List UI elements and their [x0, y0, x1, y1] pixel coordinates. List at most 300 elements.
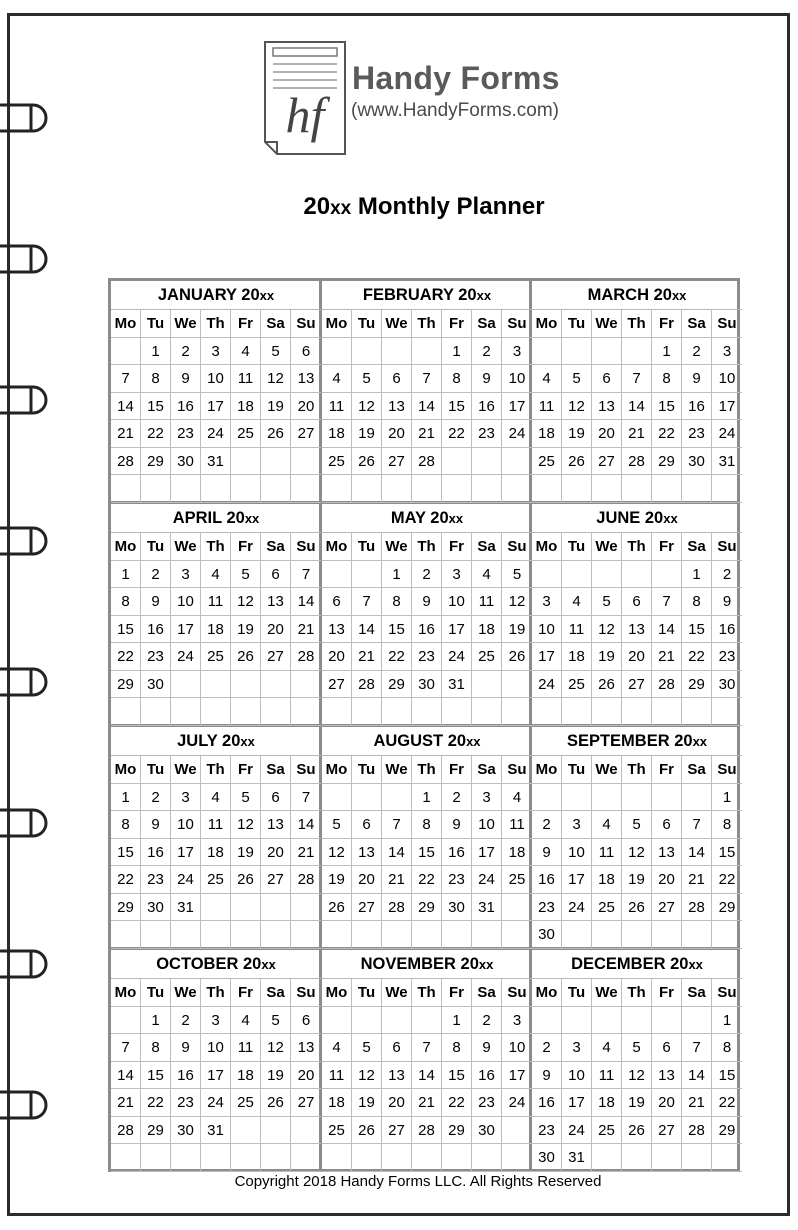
day-cell: 9 [532, 839, 562, 867]
day-cell [682, 784, 712, 812]
day-cell: 10 [562, 1062, 592, 1090]
day-cell [291, 1117, 321, 1145]
day-cell: 23 [472, 420, 502, 448]
day-cell [712, 475, 742, 503]
month-year-suffix: xx [259, 288, 275, 303]
day-cell [111, 921, 141, 949]
day-cell [472, 448, 502, 476]
day-cell: 31 [472, 894, 502, 922]
day-cell [231, 1144, 261, 1172]
weekday-header: Mo [111, 979, 141, 1007]
day-cell: 10 [201, 1034, 231, 1062]
month-name: JUNE 20 [596, 509, 664, 527]
day-cell: 14 [291, 588, 321, 616]
weekday-header: Fr [442, 533, 472, 561]
day-cell [352, 475, 382, 503]
day-cell: 19 [231, 616, 261, 644]
day-cell: 20 [291, 393, 321, 421]
day-cell: 26 [592, 671, 622, 699]
day-cell: 13 [382, 393, 412, 421]
weekday-header: Sa [682, 533, 712, 561]
day-cell: 21 [652, 643, 682, 671]
day-cell [322, 921, 352, 949]
day-cell [562, 1007, 592, 1035]
weekday-header: Su [712, 310, 742, 338]
day-cell: 1 [111, 784, 141, 812]
day-cell [171, 1144, 201, 1172]
day-cell: 28 [652, 671, 682, 699]
day-cell: 15 [141, 393, 171, 421]
day-cell: 10 [442, 588, 472, 616]
day-cell: 30 [682, 448, 712, 476]
day-cell: 20 [382, 1089, 412, 1117]
day-cell: 11 [231, 365, 261, 393]
weekday-header: Mo [322, 310, 352, 338]
day-cell: 27 [592, 448, 622, 476]
day-cell [502, 894, 532, 922]
weekday-header: Mo [111, 533, 141, 561]
day-cell: 24 [171, 866, 201, 894]
weekday-header: Sa [261, 979, 291, 1007]
day-cell: 17 [201, 1062, 231, 1090]
day-cell: 18 [201, 839, 231, 867]
day-cell: 23 [171, 420, 201, 448]
weekday-header: Tu [352, 533, 382, 561]
month-year-suffix: xx [692, 734, 708, 749]
day-cell: 31 [201, 448, 231, 476]
day-cell: 23 [442, 866, 472, 894]
day-cell [352, 1007, 382, 1035]
day-cell: 13 [291, 365, 321, 393]
day-cell: 9 [712, 588, 742, 616]
month-name: SEPTEMBER 20 [566, 732, 693, 750]
day-cell: 25 [231, 420, 261, 448]
day-cell: 13 [261, 588, 291, 616]
day-cell: 23 [171, 1089, 201, 1117]
day-cell: 4 [231, 338, 261, 366]
month-name: APRIL 20 [172, 509, 245, 527]
day-cell: 22 [111, 866, 141, 894]
month-name: NOVEMBER 20 [360, 955, 479, 973]
day-cell: 17 [171, 616, 201, 644]
day-cell: 10 [502, 365, 532, 393]
day-cell [291, 894, 321, 922]
day-cell: 4 [502, 784, 532, 812]
month-day-grid [322, 756, 532, 949]
day-cell: 10 [201, 365, 231, 393]
weekday-header: We [382, 979, 412, 1007]
day-cell: 16 [472, 393, 502, 421]
day-cell: 5 [622, 1034, 652, 1062]
day-cell: 24 [201, 420, 231, 448]
day-cell: 20 [261, 616, 291, 644]
day-cell: 12 [352, 1062, 382, 1090]
day-cell: 21 [682, 866, 712, 894]
day-cell: 14 [412, 1062, 442, 1090]
day-cell: 26 [231, 643, 261, 671]
day-cell [231, 921, 261, 949]
day-cell: 10 [171, 811, 201, 839]
day-cell: 3 [502, 1007, 532, 1035]
day-cell: 27 [261, 643, 291, 671]
day-cell [261, 894, 291, 922]
day-cell [682, 475, 712, 503]
weekday-header: We [592, 533, 622, 561]
day-cell: 22 [412, 866, 442, 894]
day-cell [622, 1144, 652, 1172]
day-cell: 13 [652, 839, 682, 867]
day-cell: 5 [261, 338, 291, 366]
month-year-suffix: xx [240, 734, 255, 749]
day-cell: 5 [622, 811, 652, 839]
day-cell: 12 [622, 1062, 652, 1090]
weekday-header: We [592, 310, 622, 338]
day-cell [261, 698, 291, 726]
day-cell: 15 [652, 393, 682, 421]
month-block [111, 727, 321, 950]
day-cell: 18 [322, 1089, 352, 1117]
handy-forms-logo-icon [263, 40, 347, 156]
day-cell: 9 [141, 588, 171, 616]
day-cell: 17 [201, 393, 231, 421]
day-cell: 17 [562, 1089, 592, 1117]
day-cell: 25 [592, 1117, 622, 1145]
day-cell: 10 [502, 1034, 532, 1062]
month-day-grid [322, 533, 532, 726]
day-cell [412, 338, 442, 366]
weekday-header: Sa [261, 756, 291, 784]
day-cell: 19 [261, 393, 291, 421]
day-cell: 18 [231, 393, 261, 421]
day-cell: 14 [111, 1062, 141, 1090]
day-cell: 25 [472, 643, 502, 671]
weekday-header: We [592, 756, 622, 784]
month-block [322, 950, 532, 1173]
day-cell: 24 [532, 671, 562, 699]
month-name: OCTOBER 20 [156, 955, 262, 973]
day-cell: 15 [712, 839, 742, 867]
day-cell: 2 [442, 784, 472, 812]
day-cell: 16 [712, 616, 742, 644]
day-cell [111, 1144, 141, 1172]
day-cell [322, 1144, 352, 1172]
day-cell: 9 [171, 1034, 201, 1062]
binder-ring-icon [0, 96, 55, 140]
day-cell: 18 [201, 616, 231, 644]
day-cell: 3 [472, 784, 502, 812]
day-cell: 3 [502, 338, 532, 366]
day-cell [592, 921, 622, 949]
day-cell: 26 [622, 894, 652, 922]
weekday-header: We [382, 756, 412, 784]
day-cell: 5 [592, 588, 622, 616]
day-cell: 27 [352, 894, 382, 922]
day-cell: 8 [442, 1034, 472, 1062]
month-title [111, 727, 321, 756]
day-cell: 23 [712, 643, 742, 671]
day-cell: 19 [231, 839, 261, 867]
weekday-header: Tu [141, 310, 171, 338]
month-name: MARCH 20 [587, 286, 672, 304]
day-cell: 3 [201, 1007, 231, 1035]
day-cell: 24 [562, 894, 592, 922]
day-cell [502, 1117, 532, 1145]
day-cell: 15 [141, 1062, 171, 1090]
day-cell: 26 [352, 448, 382, 476]
day-cell [382, 921, 412, 949]
day-cell: 5 [231, 784, 261, 812]
day-cell [652, 921, 682, 949]
weekday-header: Mo [532, 533, 562, 561]
day-cell: 8 [412, 811, 442, 839]
day-cell: 28 [382, 894, 412, 922]
day-cell: 24 [472, 866, 502, 894]
day-cell [201, 671, 231, 699]
day-cell [652, 1144, 682, 1172]
day-cell: 8 [712, 811, 742, 839]
day-cell: 23 [532, 894, 562, 922]
month-title [111, 950, 321, 979]
day-cell: 26 [261, 1089, 291, 1117]
day-cell: 18 [231, 1062, 261, 1090]
day-cell [171, 698, 201, 726]
day-cell: 3 [171, 561, 201, 589]
day-cell: 22 [111, 643, 141, 671]
day-cell: 6 [652, 1034, 682, 1062]
day-cell [322, 338, 352, 366]
day-cell: 27 [622, 671, 652, 699]
weekday-header: Fr [442, 310, 472, 338]
weekday-header: Tu [352, 756, 382, 784]
day-cell: 6 [382, 365, 412, 393]
day-cell: 20 [592, 420, 622, 448]
day-cell [532, 475, 562, 503]
day-cell: 21 [682, 1089, 712, 1117]
day-cell [141, 475, 171, 503]
day-cell: 25 [322, 448, 352, 476]
day-cell: 24 [201, 1089, 231, 1117]
day-cell: 11 [201, 588, 231, 616]
day-cell: 25 [322, 1117, 352, 1145]
day-cell [562, 561, 592, 589]
month-name: FEBRUARY 20 [362, 286, 477, 304]
day-cell: 11 [502, 811, 532, 839]
day-cell: 9 [472, 365, 502, 393]
day-cell: 24 [712, 420, 742, 448]
weekday-header: Tu [141, 756, 171, 784]
day-cell [682, 921, 712, 949]
day-cell: 12 [231, 811, 261, 839]
day-cell [231, 671, 261, 699]
day-cell [261, 921, 291, 949]
day-cell: 8 [141, 365, 171, 393]
day-cell: 17 [502, 393, 532, 421]
day-cell: 31 [712, 448, 742, 476]
day-cell: 7 [111, 365, 141, 393]
day-cell: 19 [322, 866, 352, 894]
weekday-header: Sa [472, 533, 502, 561]
month-year-suffix: xx [244, 511, 260, 526]
day-cell: 24 [442, 643, 472, 671]
day-cell: 8 [712, 1034, 742, 1062]
day-cell: 6 [592, 365, 622, 393]
month-title [532, 950, 742, 979]
day-cell: 6 [622, 588, 652, 616]
month-day-grid [111, 756, 321, 949]
month-day-grid [111, 533, 321, 726]
day-cell: 29 [682, 671, 712, 699]
day-cell: 19 [261, 1062, 291, 1090]
day-cell [562, 921, 592, 949]
weekday-header: We [592, 979, 622, 1007]
day-cell: 15 [442, 1062, 472, 1090]
day-cell: 4 [592, 1034, 622, 1062]
day-cell: 24 [502, 1089, 532, 1117]
day-cell [442, 1144, 472, 1172]
day-cell: 5 [231, 561, 261, 589]
day-cell [111, 1007, 141, 1035]
day-cell: 7 [291, 784, 321, 812]
day-cell [201, 1144, 231, 1172]
day-cell: 27 [291, 420, 321, 448]
day-cell [532, 698, 562, 726]
day-cell: 29 [442, 1117, 472, 1145]
day-cell: 26 [261, 420, 291, 448]
weekday-header: Th [622, 310, 652, 338]
day-cell: 22 [712, 866, 742, 894]
day-cell: 13 [622, 616, 652, 644]
day-cell [322, 1007, 352, 1035]
weekday-header: Th [201, 979, 231, 1007]
day-cell: 10 [532, 616, 562, 644]
day-cell: 1 [141, 1007, 171, 1035]
day-cell: 14 [382, 839, 412, 867]
day-cell [291, 671, 321, 699]
day-cell: 18 [562, 643, 592, 671]
day-cell: 9 [532, 1062, 562, 1090]
binder-ring-icon [0, 378, 55, 422]
day-cell [261, 671, 291, 699]
day-cell [231, 1117, 261, 1145]
weekday-header: Fr [652, 756, 682, 784]
day-cell: 20 [652, 1089, 682, 1117]
day-cell: 20 [652, 866, 682, 894]
weekday-header: Fr [652, 310, 682, 338]
weekday-header: Tu [562, 979, 592, 1007]
day-cell: 28 [412, 1117, 442, 1145]
day-cell: 29 [111, 894, 141, 922]
day-cell: 22 [652, 420, 682, 448]
weekday-header: Tu [562, 533, 592, 561]
month-block [322, 727, 532, 950]
day-cell [532, 1007, 562, 1035]
month-block [322, 281, 532, 504]
copyright-footer: Copyright 2018 Handy Forms LLC. All Rights Reserved [234, 1173, 602, 1190]
day-cell [442, 448, 472, 476]
day-cell: 1 [111, 561, 141, 589]
day-cell: 16 [532, 866, 562, 894]
day-cell: 30 [532, 1144, 562, 1172]
day-cell [682, 1144, 712, 1172]
day-cell [502, 698, 532, 726]
day-cell: 6 [291, 1007, 321, 1035]
day-cell: 7 [682, 811, 712, 839]
day-cell [261, 1144, 291, 1172]
day-cell [231, 448, 261, 476]
day-cell: 13 [261, 811, 291, 839]
month-block [111, 281, 321, 504]
day-cell [622, 338, 652, 366]
day-cell: 18 [502, 839, 532, 867]
day-cell: 4 [201, 561, 231, 589]
day-cell: 11 [472, 588, 502, 616]
day-cell: 16 [412, 616, 442, 644]
day-cell: 21 [382, 866, 412, 894]
day-cell: 27 [382, 1117, 412, 1145]
day-cell: 8 [141, 1034, 171, 1062]
day-cell [111, 475, 141, 503]
day-cell: 10 [562, 839, 592, 867]
day-cell [652, 784, 682, 812]
day-cell [352, 921, 382, 949]
day-cell: 30 [141, 671, 171, 699]
day-cell: 30 [442, 894, 472, 922]
weekday-header: Th [412, 533, 442, 561]
day-cell: 26 [562, 448, 592, 476]
day-cell: 16 [682, 393, 712, 421]
day-cell: 21 [412, 420, 442, 448]
day-cell: 29 [141, 1117, 171, 1145]
day-cell: 2 [171, 1007, 201, 1035]
day-cell: 14 [682, 1062, 712, 1090]
day-cell: 6 [261, 784, 291, 812]
day-cell [622, 698, 652, 726]
weekday-header: Fr [231, 979, 261, 1007]
month-block [111, 504, 321, 727]
day-cell [322, 561, 352, 589]
day-cell [111, 338, 141, 366]
day-cell: 5 [502, 561, 532, 589]
weekday-header: Sa [261, 310, 291, 338]
weekday-header: Th [622, 533, 652, 561]
weekday-header: Mo [322, 979, 352, 1007]
day-cell [472, 671, 502, 699]
weekday-header: Su [291, 310, 321, 338]
day-cell [592, 338, 622, 366]
month-name: MAY 20 [390, 509, 449, 527]
day-cell [291, 475, 321, 503]
day-cell [562, 475, 592, 503]
day-cell: 27 [382, 448, 412, 476]
day-cell: 3 [171, 784, 201, 812]
day-cell: 29 [412, 894, 442, 922]
weekday-header: Th [201, 310, 231, 338]
weekday-header: Sa [261, 533, 291, 561]
day-cell: 10 [171, 588, 201, 616]
day-cell [291, 921, 321, 949]
day-cell: 23 [412, 643, 442, 671]
day-cell: 31 [442, 671, 472, 699]
day-cell: 21 [291, 616, 321, 644]
day-cell: 17 [171, 839, 201, 867]
day-cell: 11 [592, 839, 622, 867]
day-cell: 12 [231, 588, 261, 616]
day-cell: 24 [171, 643, 201, 671]
day-cell: 25 [532, 448, 562, 476]
weekday-header: Tu [562, 756, 592, 784]
day-cell: 17 [712, 393, 742, 421]
weekday-header: Sa [472, 979, 502, 1007]
